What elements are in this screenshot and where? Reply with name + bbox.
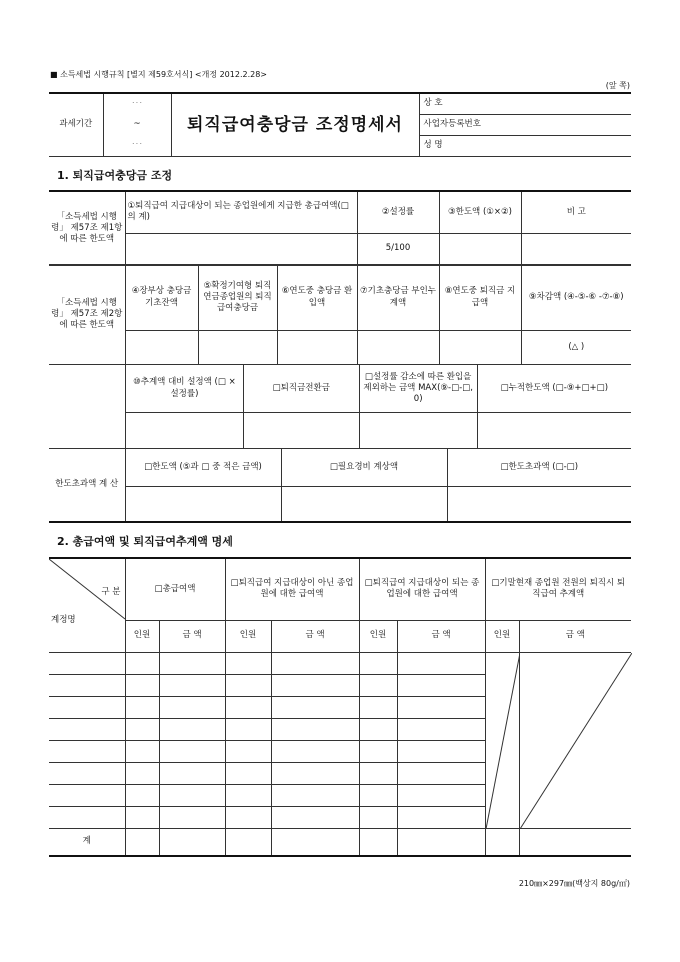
cell[interactable] <box>225 784 271 806</box>
rate-value: 5/100 <box>357 233 439 265</box>
cell[interactable] <box>359 762 397 784</box>
g1-amount-header: 금 액 <box>159 620 225 652</box>
total-cell[interactable] <box>359 828 397 856</box>
table-row[interactable] <box>49 740 125 762</box>
b1-header: ④장부상 충당금 기초잔액 <box>125 265 198 331</box>
row-c-label: 한도초과액 계 산 <box>49 449 125 522</box>
corner-diagonal <box>49 559 125 653</box>
cell[interactable] <box>359 784 397 806</box>
biz-no-label: 사업자등록번호 <box>419 114 631 135</box>
cell[interactable] <box>225 740 271 762</box>
period-label: 과세기간 <box>49 93 103 156</box>
g3-persons-header: 인원 <box>359 620 397 652</box>
c4-header: □누적한도액 (□-⑨+□+□) <box>477 365 631 413</box>
g4-persons-header: 인원 <box>485 620 519 652</box>
b6-header: ⑨차감액 (④-⑤-⑥ -⑦-⑧) <box>521 265 631 331</box>
g3-amount-header: 금 액 <box>397 620 485 652</box>
cell[interactable] <box>397 806 485 828</box>
cell[interactable] <box>271 696 359 718</box>
total-cell[interactable] <box>271 828 359 856</box>
header-table <box>49 92 631 157</box>
b1-value[interactable] <box>125 331 198 365</box>
total-label: 계 <box>49 828 125 856</box>
b4-header: ⑦기초충당금 부인누계액 <box>357 265 439 331</box>
company-label: 상 호 <box>419 93 631 114</box>
period-dots-top: · · · <box>103 93 171 114</box>
cell[interactable] <box>159 674 225 696</box>
cell[interactable] <box>397 762 485 784</box>
total-cell[interactable] <box>485 828 519 856</box>
col1-header: ①퇴직급여 지급대상이 되는 종업원에게 지급한 총급여액(□의 계) <box>125 191 357 233</box>
cell[interactable] <box>125 784 159 806</box>
cell[interactable] <box>225 762 271 784</box>
cell[interactable] <box>125 652 159 674</box>
b3-header: ⑥연도중 충당금 환입액 <box>277 265 357 331</box>
total-cell[interactable] <box>397 828 485 856</box>
cell[interactable] <box>271 762 359 784</box>
table-row[interactable] <box>49 718 125 740</box>
c1-header: ⑩추계액 대비 설정액 (□ × 설정률) <box>126 365 244 413</box>
diagonal-line <box>520 653 632 829</box>
g2-amount-header: 금 액 <box>271 620 359 652</box>
corner-bottom-label: 계정명 <box>51 615 76 625</box>
cell[interactable] <box>159 696 225 718</box>
cell[interactable] <box>125 696 159 718</box>
section1-cumulative-table <box>125 364 631 449</box>
period-tilde: ~ <box>103 114 171 135</box>
d2-header: □필요경비 계상액 <box>281 449 447 487</box>
page-side-note: (앞 쪽) <box>605 81 630 90</box>
cell[interactable] <box>159 740 225 762</box>
table-row[interactable] <box>49 762 125 784</box>
b4-value[interactable] <box>357 331 439 365</box>
c2-header: □퇴직금전환금 <box>243 365 359 413</box>
cell[interactable] <box>271 652 359 674</box>
cell[interactable] <box>359 696 397 718</box>
period-dots-bottom: · · · <box>103 135 171 156</box>
d1-value[interactable] <box>125 487 281 522</box>
section2-table <box>49 557 631 857</box>
total-cell[interactable] <box>519 828 631 856</box>
b3-value[interactable] <box>277 331 357 365</box>
cell[interactable] <box>159 762 225 784</box>
col2-header: ②설정률 <box>357 191 439 233</box>
g3-header: □퇴직급여 지급대상이 되는 종업원에 대한 급여액 <box>359 558 485 620</box>
cell[interactable] <box>359 740 397 762</box>
table-row[interactable] <box>49 784 125 806</box>
g1-header: □총급여액 <box>125 558 225 620</box>
c1-value[interactable] <box>126 413 244 449</box>
col4-header: 비 고 <box>521 191 631 233</box>
form-title: 퇴직급여충당금 조정명세서 <box>171 93 419 156</box>
cell[interactable] <box>397 652 485 674</box>
cell[interactable] <box>225 696 271 718</box>
cell[interactable] <box>125 674 159 696</box>
b5-header: ⑧연도중 퇴직금 지급액 <box>439 265 521 331</box>
cell[interactable] <box>397 718 485 740</box>
cell[interactable] <box>225 674 271 696</box>
cell[interactable] <box>159 784 225 806</box>
cell[interactable] <box>125 806 159 828</box>
c4-value[interactable] <box>477 413 631 449</box>
name-label: 성 명 <box>419 135 631 156</box>
cell[interactable] <box>225 652 271 674</box>
cell[interactable] <box>271 674 359 696</box>
b6-value[interactable]: (△ ) <box>521 331 631 365</box>
g4-header: □기말현재 종업원 전원의 퇴직시 퇴직급여 추계액 <box>485 558 631 620</box>
table-row[interactable] <box>49 674 125 696</box>
cell[interactable] <box>359 652 397 674</box>
b5-value[interactable] <box>439 331 521 365</box>
g1-persons-header: 인원 <box>125 620 159 652</box>
g4-persons-diagonal <box>485 652 519 828</box>
g4-amount-diagonal <box>519 652 631 828</box>
d2-value[interactable] <box>281 487 447 522</box>
cell[interactable] <box>159 718 225 740</box>
col3-value[interactable] <box>439 233 521 265</box>
d1-header: □한도액 (⑤과 □ 중 적은 금액) <box>125 449 281 487</box>
g4-amount-header: 금 액 <box>519 620 631 652</box>
cell[interactable] <box>225 718 271 740</box>
section1-title: 1. 퇴직급여충당금 조정 <box>57 169 173 182</box>
cell[interactable] <box>271 784 359 806</box>
cell[interactable] <box>159 652 225 674</box>
cell[interactable] <box>397 674 485 696</box>
cell[interactable] <box>271 718 359 740</box>
cell[interactable] <box>397 740 485 762</box>
cell[interactable] <box>159 806 225 828</box>
g2-persons-header: 인원 <box>225 620 271 652</box>
regulation-note: ■ 소득세법 시행규칙 [별지 제59호서식] <개정 2012.2.28> <box>50 70 268 79</box>
g2-header: □퇴직급여 지급대상이 아닌 종업원에 대한 급여액 <box>225 558 359 620</box>
corner-top-label: 구 분 <box>101 587 121 597</box>
cell[interactable] <box>359 674 397 696</box>
cell[interactable] <box>359 806 397 828</box>
table-row[interactable] <box>49 806 125 828</box>
cell[interactable] <box>125 740 159 762</box>
corner-cell <box>49 558 125 652</box>
table-row[interactable] <box>49 652 125 674</box>
cell[interactable] <box>125 718 159 740</box>
c2-value[interactable] <box>243 413 359 449</box>
cell[interactable] <box>359 718 397 740</box>
col4-value[interactable] <box>521 233 631 265</box>
c3-value[interactable] <box>359 413 477 449</box>
total-cell[interactable] <box>159 828 225 856</box>
total-cell[interactable] <box>125 828 159 856</box>
paper-spec: 210㎜×297㎜(백상지 80g/㎡) <box>518 879 630 888</box>
cell[interactable] <box>225 806 271 828</box>
col3-header: ③한도액 (①×②) <box>439 191 521 233</box>
diagonal-line <box>486 653 520 829</box>
row-a-label: 「소득세법 시행령」 제57조 제1항에 따른 한도액 <box>49 191 125 265</box>
section1-excess-table <box>49 448 631 523</box>
c3-header: □설정률 감소에 따른 환입을 제외하는 금액 MAX(⑨-□-□, 0) <box>359 365 477 413</box>
b2-header: ⑤확정기여형 퇴직연금종업원의 퇴직급여충당금 <box>198 265 277 331</box>
table-row[interactable] <box>49 696 125 718</box>
b2-value[interactable] <box>198 331 277 365</box>
cell[interactable] <box>397 784 485 806</box>
cell[interactable] <box>125 762 159 784</box>
d3-header: □한도초과액 (□-□) <box>447 449 631 487</box>
col1-value[interactable] <box>125 233 357 265</box>
row-b-label: 「소득세법 시행령」 제57조 제2항에 따른 한도액 <box>49 265 125 365</box>
section2-title: 2. 총급여액 및 퇴직급여추계액 명세 <box>57 535 233 548</box>
cell[interactable] <box>397 696 485 718</box>
section1-deduction-table <box>49 264 631 365</box>
cell[interactable] <box>271 806 359 828</box>
section1-limit-table <box>49 190 631 266</box>
d3-value[interactable] <box>447 487 631 522</box>
cell[interactable] <box>271 740 359 762</box>
total-cell[interactable] <box>225 828 271 856</box>
